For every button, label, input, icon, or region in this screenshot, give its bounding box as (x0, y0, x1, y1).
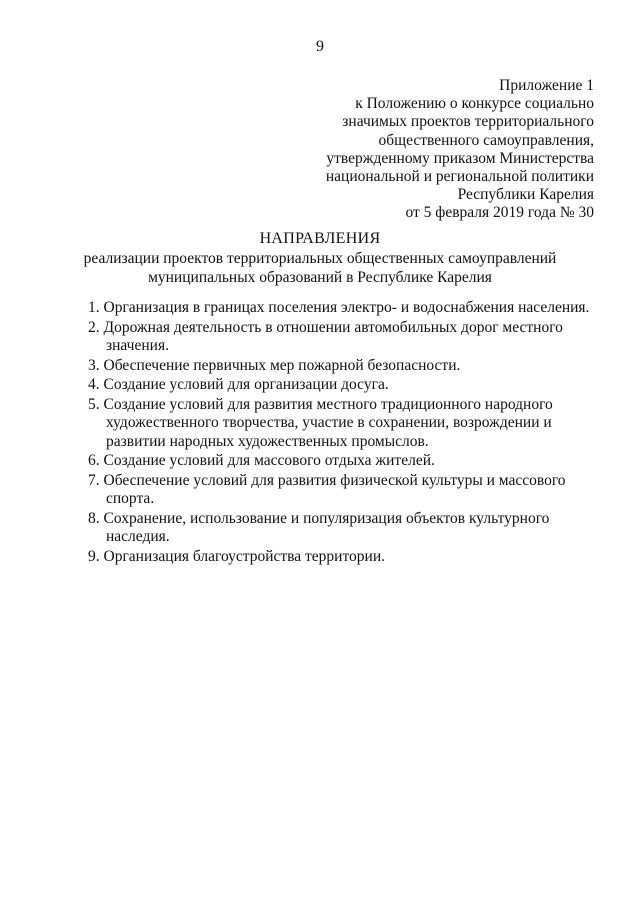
subtitle-line: реализации проектов территориальных общественных самоуправлений (83, 250, 557, 267)
appendix-line: Приложение 1 (499, 77, 594, 94)
direction-line: 9. Организация благоустройства территории. (88, 547, 386, 565)
appendix-line: значимых проектов территориального (342, 113, 594, 131)
direction-line: значения. (106, 337, 169, 354)
direction-item (88, 299, 608, 318)
direction-item (88, 396, 608, 452)
appendix-note (264, 77, 594, 223)
direction-line: наследия. (106, 528, 170, 545)
direction-line: 3. Обеспечение первичных мер пожарной безопасности. (88, 356, 461, 374)
page-number: 9 (316, 38, 324, 55)
direction-line: спорта. (106, 490, 155, 507)
direction-line: развитии народных художественных промыслов. (106, 432, 429, 450)
direction-item (88, 472, 608, 509)
direction-line: 2. Дорожная деятельность в отношении автомобильных дорог местного (88, 318, 563, 336)
direction-line: художественного творчества, участие в сохранении, возрождении и (106, 414, 552, 431)
direction-line: 6. Создание условий для массового отдыха жителей. (88, 452, 435, 469)
direction-item (88, 510, 608, 547)
appendix-line: к Положению о конкурсе социально (355, 95, 594, 113)
direction-line: 4. Создание условий для организации досуга. (88, 376, 389, 393)
appendix-line: общественного самоуправления, (378, 131, 594, 149)
direction-item (88, 376, 608, 395)
appendix-line: национальной и региональной политики (325, 168, 594, 186)
appendix-line: от 5 февраля 2019 года № 30 (405, 204, 594, 222)
direction-line: 7. Обеспечение условий для развития физической культуры и массового (88, 471, 566, 489)
direction-item (88, 452, 608, 471)
appendix-line: утвержденному приказом Министерства (326, 149, 594, 167)
direction-line: 8. Сохранение, использование и популяризация объектов культурного (88, 509, 550, 527)
document-title: НАПРАВЛЕНИЯ (259, 230, 381, 247)
direction-item (88, 319, 608, 356)
direction-line: 5. Создание условий для развития местного традиционного народного (88, 395, 553, 413)
directions-list (88, 299, 608, 567)
appendix-line: Республики Карелия (457, 186, 594, 204)
subtitle-line: муниципальных образований в Республике Карелия (148, 268, 492, 286)
direction-item (88, 357, 608, 376)
direction-item (88, 548, 608, 567)
direction-line: 1. Организация в границах поселения электро- и водоснабжения населения. (88, 299, 590, 316)
document-subtitle (0, 250, 640, 287)
